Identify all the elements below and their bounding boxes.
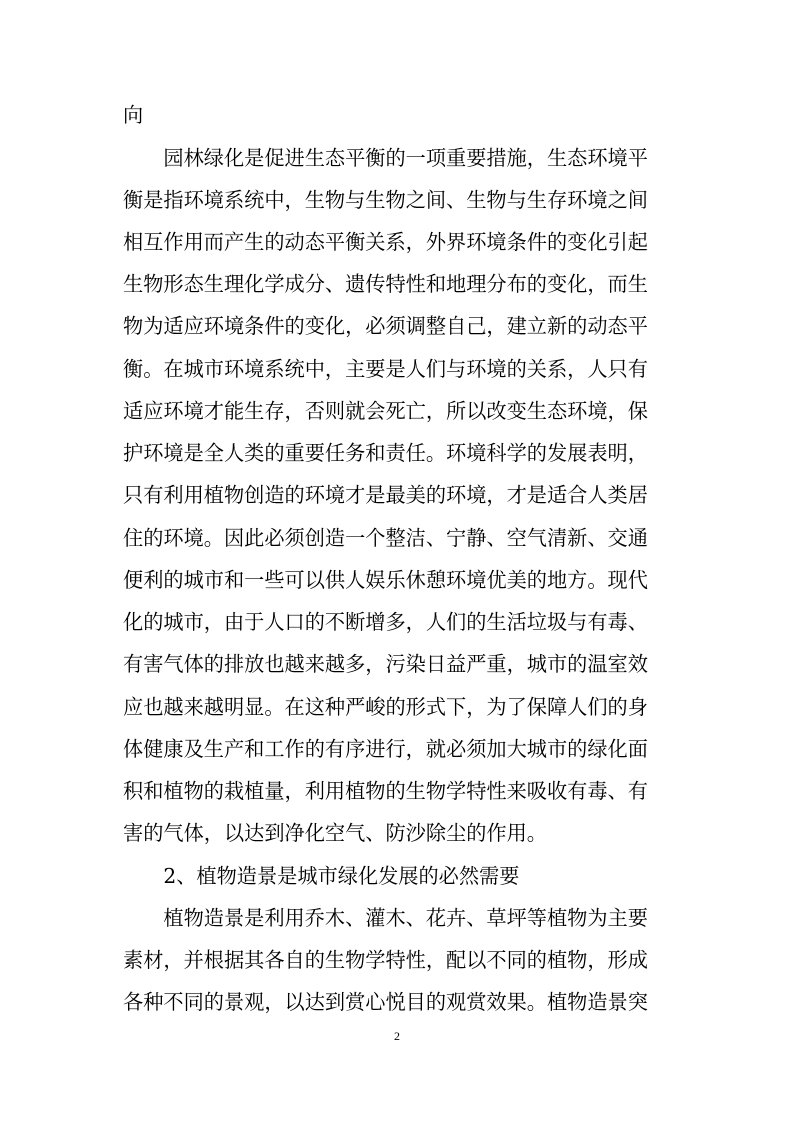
text-line: 只有利用植物创造的环境才是最美的环境，才是适合人类居 bbox=[123, 483, 648, 507]
text-line: 护环境是全人类的重要任务和责任。环境科学的发展表明， bbox=[123, 441, 648, 465]
text-line: 住的环境。因此必须创造一个整洁、宁静、空气清新、交通 bbox=[123, 526, 648, 550]
text-line: 园林绿化是促进生态平衡的一项重要措施，生态环境平 bbox=[123, 146, 648, 170]
text-line: 各种不同的景观，以达到赏心悦目的观赏效果。植物造景突 bbox=[123, 990, 648, 1014]
text-line: 衡是指环境系统中，生物与生物之间、生物与生存环境之间 bbox=[123, 188, 648, 212]
text-line: 应也越来越明显。在这种严峻的形式下，为了保障人们的身 bbox=[123, 695, 648, 719]
text-line: 适应环境才能生存，否则就会死亡，所以改变生态环境，保 bbox=[123, 399, 648, 423]
text-line: 便利的城市和一些可以供人娱乐休憩环境优美的地方。现代 bbox=[123, 568, 648, 592]
text-line: 有害气体的排放也越来越多，污染日益严重，城市的温室效 bbox=[123, 652, 648, 676]
text-line: 素材，并根据其各自的生物学特性，配以不同的植物，形成 bbox=[123, 948, 648, 972]
text-line: 积和植物的栽植量，利用植物的生物学特性来吸收有毒、有 bbox=[123, 779, 648, 803]
text-line: 化的城市，由于人口的不断增多，人们的生活垃圾与有毒、 bbox=[123, 610, 648, 634]
text-line: 2、植物造景是城市绿化发展的必然需要 bbox=[123, 864, 520, 888]
text-line: 植物造景是利用乔木、灌木、花卉、草坪等植物为主要 bbox=[123, 906, 648, 930]
text-line: 生物形态生理化学成分、遗传特性和地理分布的变化，而生 bbox=[123, 272, 648, 296]
text-line: 物为适应环境条件的变化，必须调整自己，建立新的动态平 bbox=[123, 314, 648, 338]
page-number: 2 bbox=[394, 1029, 400, 1043]
text-line: 相互作用而产生的动态平衡关系，外界环境条件的变化引起 bbox=[123, 230, 648, 254]
text-line: 衡。在城市环境系统中，主要是人们与环境的关系，人只有 bbox=[123, 357, 648, 381]
text-line: 害的气体，以达到净化空气、防沙除尘的作用。 bbox=[123, 821, 547, 845]
text-line: 体健康及生产和工作的有序进行，就必须加大城市的绿化面 bbox=[123, 737, 648, 761]
text-line: 向 bbox=[123, 103, 144, 127]
